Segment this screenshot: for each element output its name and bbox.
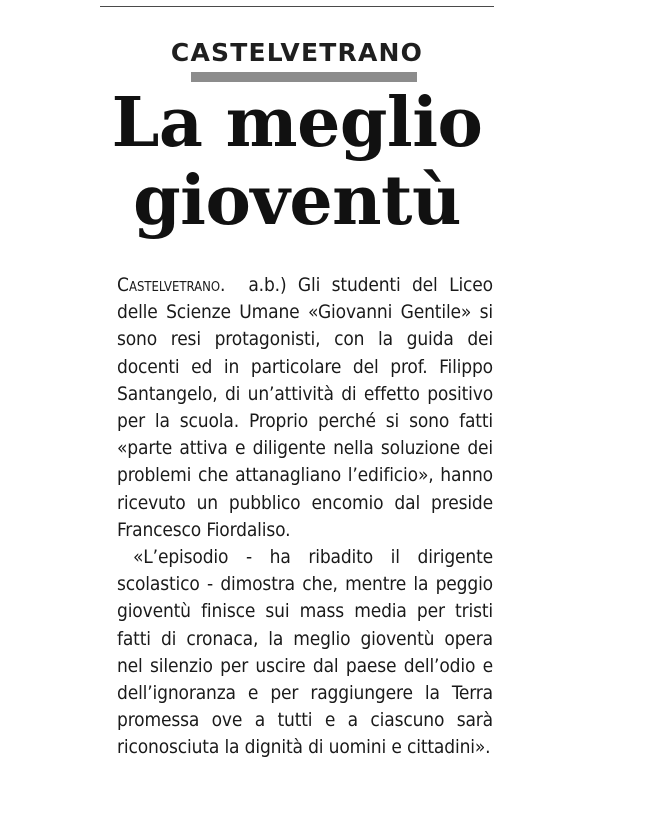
paragraph-1 xyxy=(117,272,493,544)
article-body xyxy=(117,272,493,762)
headline-line-2: gioventù xyxy=(133,161,461,241)
paragraph-2: «L’episodio - ha ribadito il dirigente scolastico - dimostra che, mentre la peggio gioventù finisce sui mass media per tristi fatti di cronaca, la meglio gioventù opera nel silenzio per uscire dal paese dell’odio e dell’ignoranza e per raggiungere la Terra promessa ove a tutti e a ciascuno sarà riconosciuta la dignità di uomini e cittadini». xyxy=(117,546,493,759)
byline: a.b.) xyxy=(248,274,287,296)
paragraph-1-text: Gli studenti del Liceo delle Scienze Umane «Giovanni Gentile» si sono resi protagonisti, con la guida dei docenti ed in particolare del prof. Filippo Santangelo, di un’attività di effetto positivo per la scuola. Proprio perché si sono fatti «parte attiva e diligente nella soluzione dei problemi che attanagliano l’edificio», hanno ricevuto un pubblico encomio dal preside Francesco Fiordaliso. xyxy=(117,274,493,541)
headline-line-1: La meglio xyxy=(111,83,483,163)
dateline: Castelvetrano. xyxy=(117,274,226,296)
headline xyxy=(100,84,494,240)
kicker-underline-bar xyxy=(191,72,417,82)
top-rule xyxy=(100,6,494,7)
section-kicker: CASTELVETRANO xyxy=(170,38,424,67)
